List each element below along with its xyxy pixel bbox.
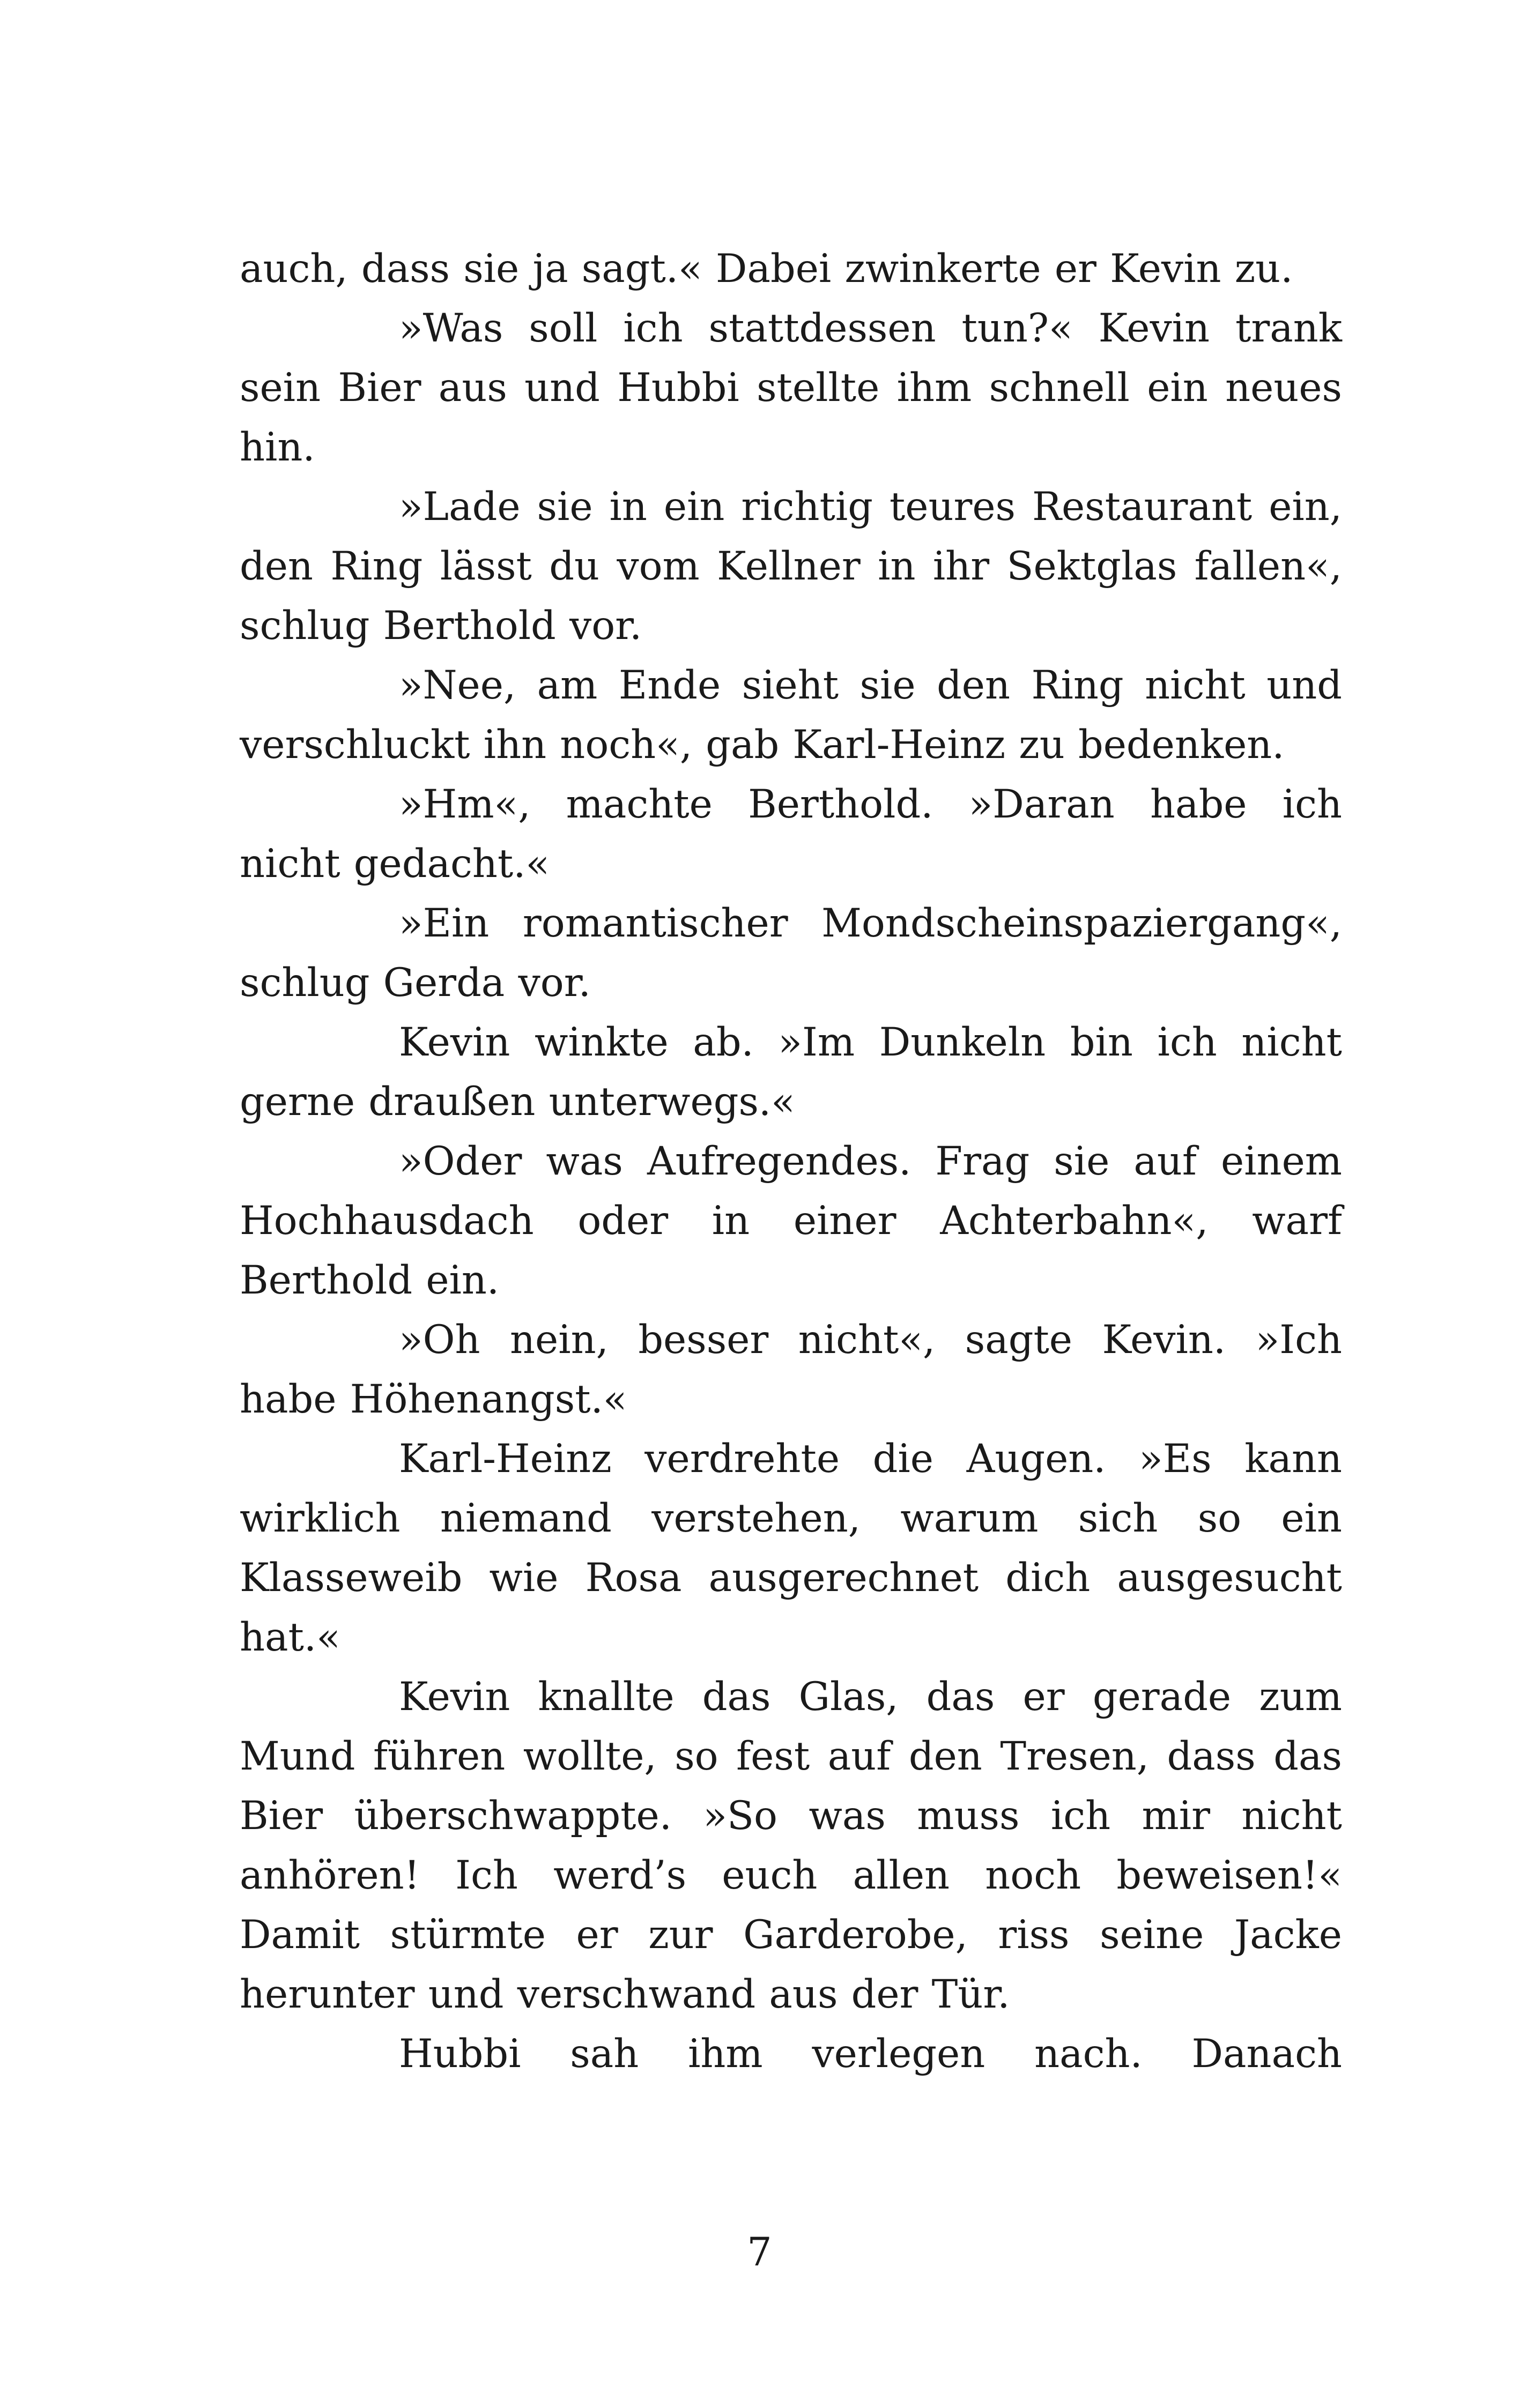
page-number: 7 [747, 2229, 772, 2275]
paragraph: Kevin knallte das Glas, das er gerade zum Mund führen wollte, so fest auf den Tresen, dass das Bier überschwappte. »So was muss ich mir nicht anhören! Ich werd’s euch allen noch beweisen!« Damit stürmte er zur Garderobe, riss seine Jacke herunter und verschwand aus der Tür. [240, 1674, 1342, 2017]
paragraph: »Nee, am Ende sieht sie den Ring nicht und verschluckt ihn noch«, gab Karl-Heinz zu bedenken. [240, 663, 1342, 768]
paragraph: »Oh nein, besser nicht«, sagte Kevin. »Ich habe Höhenangst.« [240, 1317, 1342, 1422]
paragraph-continued: auch, dass sie ja sagt.« Dabei zwinkerte er Kevin zu. [240, 246, 1293, 292]
paragraph: »Lade sie in ein richtig teures Restaurant ein, den Ring lässt du vom Kellner in ihr Sektglas fallen«, schlug Berthold vor. [240, 484, 1342, 649]
paragraph: »Ein romantischer Mondscheinspaziergang«, schlug Gerda vor. [240, 901, 1342, 1006]
paragraph: Karl-Heinz verdrehte die Augen. »Es kann wirklich niemand verstehen, warum sich so ein Klasseweib wie Rosa ausgerechnet dich ausgesucht hat.« [240, 1436, 1342, 1660]
paragraph: Kevin winkte ab. »Im Dunkeln bin ich nicht gerne draußen unterwegs.« [240, 1020, 1342, 1125]
body-text [240, 239, 1342, 2084]
paragraph: »Hm«, machte Berthold. »Daran habe ich nicht gedacht.« [240, 782, 1342, 887]
paragraph: »Oder was Aufregendes. Frag sie auf einem Hochhausdach oder in einer Achterbahn«, warf Berthold ein. [240, 1139, 1342, 1303]
paragraph: »Was soll ich stattdessen tun?« Kevin trank sein Bier aus und Hubbi stellte ihm schnell ein neues hin. [240, 306, 1342, 470]
paragraph-truncated: Hubbi sah ihm verlegen nach. Danach [399, 2031, 1342, 2077]
